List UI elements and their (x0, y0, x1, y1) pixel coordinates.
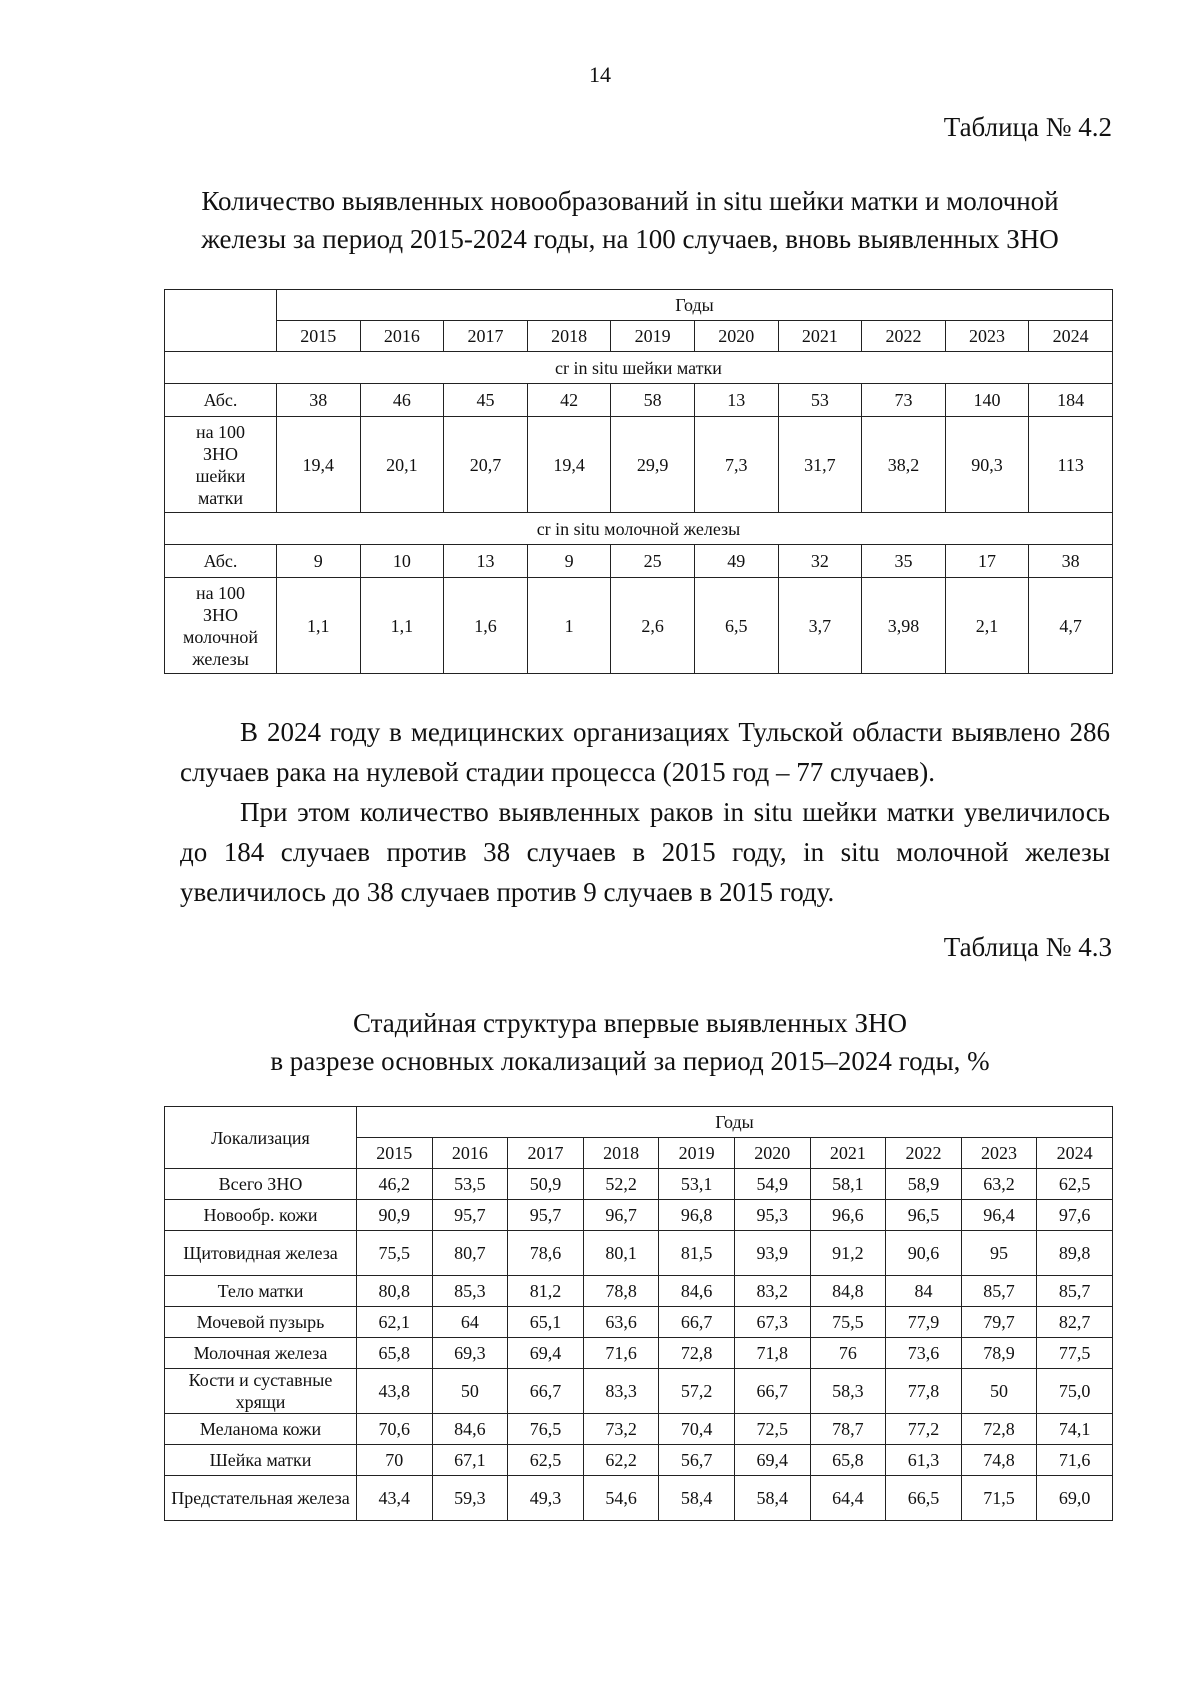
value-cell: 45 (444, 384, 528, 417)
table-4-2-caption (150, 182, 1110, 258)
value-cell: 32 (778, 545, 862, 578)
value-cell: 69,3 (432, 1338, 508, 1369)
year-header-cell: 2021 (778, 321, 862, 352)
value-cell: 62,1 (357, 1307, 433, 1338)
value-cell: 3,7 (778, 578, 862, 674)
value-cell: 77,2 (886, 1414, 962, 1445)
value-cell: 71,5 (961, 1476, 1037, 1521)
value-cell: 96,6 (810, 1200, 886, 1231)
body-text (180, 712, 1110, 912)
table-row (165, 1414, 1113, 1445)
row-label-line: шейки (195, 465, 246, 486)
year-header-cell: 2021 (810, 1138, 886, 1169)
value-cell: 85,3 (432, 1276, 508, 1307)
value-cell: 113 (1029, 417, 1113, 513)
value-cell: 76 (810, 1338, 886, 1369)
value-cell: 91,2 (810, 1231, 886, 1276)
value-cell: 95,3 (734, 1200, 810, 1231)
value-cell: 71,6 (583, 1338, 659, 1369)
value-cell: 84,6 (432, 1414, 508, 1445)
value-cell: 95 (961, 1231, 1037, 1276)
row-label-line: на 100 (195, 421, 246, 442)
year-header-cell: 2023 (961, 1138, 1037, 1169)
value-cell: 72,8 (961, 1414, 1037, 1445)
value-cell: 19,4 (527, 417, 611, 513)
row-label: Предстательная железа (165, 1476, 357, 1521)
value-cell: 10 (360, 545, 444, 578)
value-cell: 82,7 (1037, 1307, 1113, 1338)
row-label-line: матки (197, 487, 244, 508)
value-cell: 7,3 (694, 417, 778, 513)
value-cell: 31,7 (778, 417, 862, 513)
value-cell: 96,8 (659, 1200, 735, 1231)
table-row (165, 1445, 1113, 1476)
row-label (165, 417, 277, 513)
value-cell: 2,6 (611, 578, 695, 674)
value-cell: 80,8 (357, 1276, 433, 1307)
value-cell: 43,4 (357, 1476, 433, 1521)
value-cell: 50 (961, 1369, 1037, 1414)
table-4-3-label: Таблица № 4.3 (943, 932, 1112, 962)
value-cell: 70,6 (357, 1414, 433, 1445)
section-title: cr in situ молочной железы (165, 513, 1113, 545)
value-cell: 4,7 (1029, 578, 1113, 674)
value-cell: 96,7 (583, 1200, 659, 1231)
value-cell: 73 (862, 384, 946, 417)
value-cell: 77,8 (886, 1369, 962, 1414)
row-label: Абс. (165, 384, 277, 417)
value-cell: 49,3 (508, 1476, 584, 1521)
value-cell: 38 (277, 384, 361, 417)
value-cell: 9 (527, 545, 611, 578)
value-cell: 78,6 (508, 1231, 584, 1276)
table-row (165, 1169, 1113, 1200)
value-cell: 64,4 (810, 1476, 886, 1521)
paragraph-2: При этом количество выявленных раков in situ шейки матки увеличилось до 184 случаев против 38 случаев в 2015 году, in situ молочной железы увеличилось до 38 случаев против 9 случаев в 2015 году. (180, 797, 1110, 907)
table-4-3-caption-line2: в разрезе основных локализаций за период 2015–2024 годы, % (270, 1046, 990, 1076)
value-cell: 71,8 (734, 1338, 810, 1369)
value-cell: 93,9 (734, 1231, 810, 1276)
value-cell: 43,8 (357, 1369, 433, 1414)
value-cell: 77,5 (1037, 1338, 1113, 1369)
value-cell: 65,8 (357, 1338, 433, 1369)
table-row (165, 384, 1113, 417)
value-cell: 84,6 (659, 1276, 735, 1307)
years-header: Годы (277, 290, 1113, 321)
paragraph-1: В 2024 году в медицинских организациях Тульской области выявлено 286 случаев рака на нулевой стадии процесса (2015 год – 77 случаев). (180, 717, 1110, 787)
row-label: Новообр. кожи (165, 1200, 357, 1231)
value-cell: 74,8 (961, 1445, 1037, 1476)
value-cell: 62,2 (583, 1445, 659, 1476)
table-row (165, 1200, 1113, 1231)
value-cell: 80,1 (583, 1231, 659, 1276)
value-cell: 65,8 (810, 1445, 886, 1476)
value-cell: 1,1 (277, 578, 361, 674)
row-label: Шейка матки (165, 1445, 357, 1476)
value-cell: 72,5 (734, 1414, 810, 1445)
value-cell: 81,2 (508, 1276, 584, 1307)
value-cell: 53,1 (659, 1169, 735, 1200)
table-row (165, 1476, 1113, 1521)
value-cell: 81,5 (659, 1231, 735, 1276)
value-cell: 46 (360, 384, 444, 417)
table-row (165, 1231, 1113, 1276)
value-cell: 20,7 (444, 417, 528, 513)
value-cell: 96,4 (961, 1200, 1037, 1231)
value-cell: 58,1 (810, 1169, 886, 1200)
table-header-row (165, 1107, 1113, 1138)
value-cell: 50,9 (508, 1169, 584, 1200)
value-cell: 62,5 (508, 1445, 584, 1476)
value-cell: 84 (886, 1276, 962, 1307)
year-header-cell: 2022 (862, 321, 946, 352)
value-cell: 52,2 (583, 1169, 659, 1200)
page-number: 14 (589, 62, 611, 87)
table-4-2-caption-line2: железы за период 2015-2024 годы, на 100 случаев, вновь выявленных ЗНО (201, 224, 1059, 254)
row-label (165, 578, 277, 674)
table-row (165, 545, 1113, 578)
year-header-cell: 2022 (886, 1138, 962, 1169)
table-row (165, 1307, 1113, 1338)
value-cell: 66,5 (886, 1476, 962, 1521)
value-cell: 58,4 (659, 1476, 735, 1521)
value-cell: 74,1 (1037, 1414, 1113, 1445)
row-label: Щитовидная железа (165, 1231, 357, 1276)
year-header-cell: 2024 (1037, 1138, 1113, 1169)
localization-header: Локализация (165, 1107, 357, 1169)
table-4-3-caption-line1: Стадийная структура впервые выявленных ЗНО (353, 1008, 907, 1038)
row-label-line: молочной (183, 626, 258, 647)
value-cell: 73,6 (886, 1338, 962, 1369)
value-cell: 46,2 (357, 1169, 433, 1200)
table-corner-cell (165, 290, 277, 352)
year-header-cell: 2017 (444, 321, 528, 352)
value-cell: 9 (277, 545, 361, 578)
value-cell: 78,9 (961, 1338, 1037, 1369)
value-cell: 67,1 (432, 1445, 508, 1476)
value-cell: 65,1 (508, 1307, 584, 1338)
value-cell: 54,6 (583, 1476, 659, 1521)
value-cell: 69,0 (1037, 1476, 1113, 1521)
value-cell: 64 (432, 1307, 508, 1338)
value-cell: 90,6 (886, 1231, 962, 1276)
table-4-2-caption-line1: Количество выявленных новообразований in situ шейки матки и молочной (201, 186, 1059, 216)
value-cell: 2,1 (945, 578, 1029, 674)
value-cell: 58,3 (810, 1369, 886, 1414)
table-years-row (165, 321, 1113, 352)
section-title-row (165, 352, 1113, 384)
value-cell: 75,0 (1037, 1369, 1113, 1414)
table-row (165, 1276, 1113, 1307)
value-cell: 13 (694, 384, 778, 417)
value-cell: 66,7 (508, 1369, 584, 1414)
value-cell: 53 (778, 384, 862, 417)
value-cell: 53,5 (432, 1169, 508, 1200)
value-cell: 72,8 (659, 1338, 735, 1369)
row-label-line: на 100 (195, 582, 246, 603)
value-cell: 85,7 (961, 1276, 1037, 1307)
value-cell: 69,4 (508, 1338, 584, 1369)
row-label: Молочная железа (165, 1338, 357, 1369)
value-cell: 57,2 (659, 1369, 735, 1414)
value-cell: 58 (611, 384, 695, 417)
value-cell: 63,6 (583, 1307, 659, 1338)
years-header: Годы (357, 1107, 1113, 1138)
value-cell: 83,3 (583, 1369, 659, 1414)
value-cell: 63,2 (961, 1169, 1037, 1200)
value-cell: 56,7 (659, 1445, 735, 1476)
value-cell: 75,5 (357, 1231, 433, 1276)
table-row (165, 417, 1113, 513)
value-cell: 25 (611, 545, 695, 578)
year-header-cell: 2016 (360, 321, 444, 352)
value-cell: 61,3 (886, 1445, 962, 1476)
row-label: Меланома кожи (165, 1414, 357, 1445)
value-cell: 184 (1029, 384, 1113, 417)
year-header-cell: 2015 (277, 321, 361, 352)
value-cell: 58,4 (734, 1476, 810, 1521)
year-header-cell: 2024 (1029, 321, 1113, 352)
value-cell: 70,4 (659, 1414, 735, 1445)
value-cell: 66,7 (659, 1307, 735, 1338)
value-cell: 97,6 (1037, 1200, 1113, 1231)
value-cell: 17 (945, 545, 1029, 578)
value-cell: 58,9 (886, 1169, 962, 1200)
table-4-3-caption (150, 1004, 1110, 1080)
value-cell: 20,1 (360, 417, 444, 513)
value-cell: 76,5 (508, 1414, 584, 1445)
year-header-cell: 2020 (694, 321, 778, 352)
year-header-cell: 2015 (357, 1138, 433, 1169)
value-cell: 84,8 (810, 1276, 886, 1307)
year-header-cell: 2019 (611, 321, 695, 352)
value-cell: 90,3 (945, 417, 1029, 513)
table-4-2 (164, 289, 1113, 674)
value-cell: 79,7 (961, 1307, 1037, 1338)
value-cell: 83,2 (734, 1276, 810, 1307)
value-cell: 140 (945, 384, 1029, 417)
value-cell: 80,7 (432, 1231, 508, 1276)
year-header-cell: 2018 (583, 1138, 659, 1169)
row-label-line: ЗНО (202, 604, 238, 625)
value-cell: 96,5 (886, 1200, 962, 1231)
row-label: Кости и суставные хрящи (165, 1369, 357, 1414)
value-cell: 38,2 (862, 417, 946, 513)
value-cell: 70 (357, 1445, 433, 1476)
row-label: Тело матки (165, 1276, 357, 1307)
year-header-cell: 2016 (432, 1138, 508, 1169)
value-cell: 54,9 (734, 1169, 810, 1200)
value-cell: 85,7 (1037, 1276, 1113, 1307)
value-cell: 59,3 (432, 1476, 508, 1521)
value-cell: 3,98 (862, 578, 946, 674)
row-label-line: ЗНО (202, 443, 238, 464)
section-title: cr in situ шейки матки (165, 352, 1113, 384)
value-cell: 35 (862, 545, 946, 578)
value-cell: 90,9 (357, 1200, 433, 1231)
value-cell: 13 (444, 545, 528, 578)
year-header-cell: 2018 (527, 321, 611, 352)
row-label-line: железы (192, 648, 249, 669)
value-cell: 62,5 (1037, 1169, 1113, 1200)
row-label: Всего ЗНО (165, 1169, 357, 1200)
value-cell: 50 (432, 1369, 508, 1414)
value-cell: 1 (527, 578, 611, 674)
value-cell: 95,7 (508, 1200, 584, 1231)
value-cell: 71,6 (1037, 1445, 1113, 1476)
value-cell: 49 (694, 545, 778, 578)
value-cell: 89,8 (1037, 1231, 1113, 1276)
year-header-cell: 2017 (508, 1138, 584, 1169)
year-header-cell: 2019 (659, 1138, 735, 1169)
value-cell: 42 (527, 384, 611, 417)
value-cell: 38 (1029, 545, 1113, 578)
value-cell: 6,5 (694, 578, 778, 674)
section-title-row (165, 513, 1113, 545)
value-cell: 1,1 (360, 578, 444, 674)
table-row (165, 1338, 1113, 1369)
value-cell: 1,6 (444, 578, 528, 674)
year-header-cell: 2020 (734, 1138, 810, 1169)
row-label: Абс. (165, 545, 277, 578)
value-cell: 75,5 (810, 1307, 886, 1338)
value-cell: 95,7 (432, 1200, 508, 1231)
value-cell: 29,9 (611, 417, 695, 513)
value-cell: 78,7 (810, 1414, 886, 1445)
value-cell: 73,2 (583, 1414, 659, 1445)
table-4-3 (164, 1106, 1113, 1521)
value-cell: 77,9 (886, 1307, 962, 1338)
row-label: Мочевой пузырь (165, 1307, 357, 1338)
value-cell: 78,8 (583, 1276, 659, 1307)
table-row (165, 578, 1113, 674)
table-header-row (165, 290, 1113, 321)
year-header-cell: 2023 (945, 321, 1029, 352)
value-cell: 69,4 (734, 1445, 810, 1476)
table-4-2-label: Таблица № 4.2 (943, 112, 1112, 142)
value-cell: 19,4 (277, 417, 361, 513)
value-cell: 66,7 (734, 1369, 810, 1414)
value-cell: 67,3 (734, 1307, 810, 1338)
table-row (165, 1369, 1113, 1414)
